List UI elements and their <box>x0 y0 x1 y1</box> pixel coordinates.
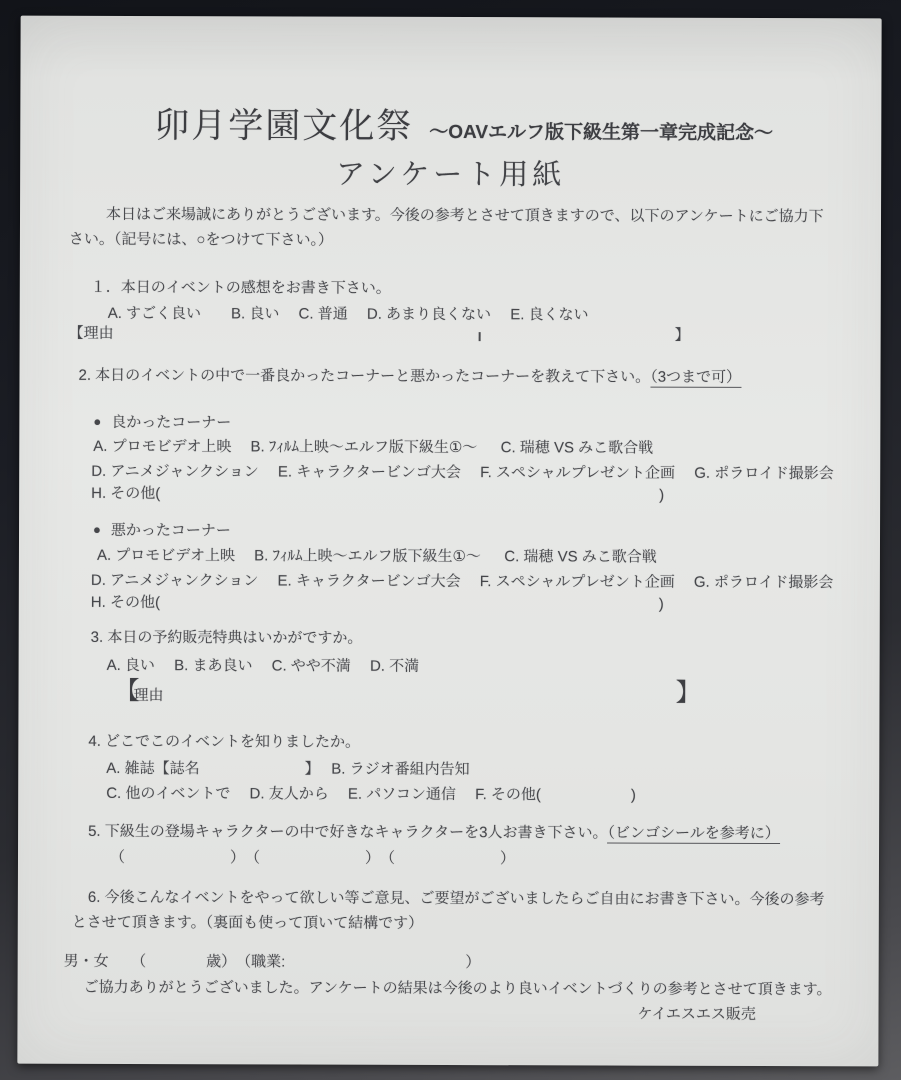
q2-good-other-close: ) <box>659 486 665 504</box>
publisher-name: ケイエスエス販売 <box>637 1005 756 1023</box>
q2-bad-header-row <box>93 521 231 541</box>
q2-good-other-row <box>19 484 880 504</box>
bullet-icon: ● <box>93 521 101 537</box>
q3-reason-label: 理由 <box>133 687 164 705</box>
q3-options: A. 良い B. まあ良い C. やや不満 D. 不満 <box>106 656 420 675</box>
q2-good-options-row1: A. プロモビデオ上映 B. ﾌｨﾙﾑ上映～エルフ版下級生①～ C. 瑞穂 VS みこ歌合戦 <box>93 437 654 457</box>
intro-line-1: 本日はご来場誠にありがとうございます。今後の参考とさせて頂きますので、以下のアンケートにご協力下 <box>105 205 824 226</box>
q2-good-options-row2: D. アニメジャンクション E. キャラクタービンゴ大会 F. スペシャルプレゼント企画 G. ポラロイド撮影会 <box>91 462 834 483</box>
questionnaire-paper <box>17 16 881 1067</box>
demographics-row: 男・女 （ 歳） （職業: ） <box>63 952 481 972</box>
q1-label: １．本日のイベントの感想をお書き下さい。 <box>90 278 391 297</box>
q3-label: 3. 本日の予約販売特典はいかがですか。 <box>90 628 363 647</box>
q5-label-row <box>88 822 780 844</box>
q2-bad-other-row <box>19 593 880 613</box>
stray-mark-icon <box>479 332 481 341</box>
q2-good-other-open: H. その他( <box>91 484 161 503</box>
event-title-row <box>154 106 774 146</box>
q2-bad-header: 悪かったコーナー <box>110 521 231 540</box>
q4-label: 4. どこでこのイベントを知りましたか。 <box>88 732 361 751</box>
q1-options: A. すごく良い B. 良い C. 普通 D. あまり良くない E. 良くない <box>107 304 589 324</box>
q6-label-line1: 6. 今後こんなイベントをやって欲しい等ご意見、ご要望がございましたらご自由にお書き下さい。今後の参考 <box>87 888 825 909</box>
q3-reason-close-bracket: 】 <box>675 678 701 707</box>
q4-row2: C. 他のイベントで D. 友人から E. パソコン通信 F. その他( ) <box>106 784 636 804</box>
q2-good-header-row <box>93 413 231 433</box>
form-title: アンケート用紙 <box>335 158 566 192</box>
q1-reason-open-bracket: 【理由 <box>68 324 114 342</box>
q5-answer-blanks: （ ） （ ） （ ） <box>109 848 516 868</box>
q1-reason-close-bracket: 】 <box>674 326 690 344</box>
q2-bad-options-row1: A. プロモビデオ上映 B. ﾌｨﾙﾑ上映～エルフ版下級生①～ C. 瑞穂 VS みこ歌合戦 <box>96 546 657 566</box>
q3-reason-open-bracket: 【 <box>114 676 140 706</box>
event-title: 卯月学園文化祭 <box>154 106 414 146</box>
q2-note-underlined: （3つまで可） <box>650 368 742 386</box>
thanks-line: ご協力ありがとうございました。アンケートの結果は今後のより良いイベントづくりの参考とさせて頂きます。 <box>83 978 832 999</box>
q2-bad-other-open: H. その他( <box>90 593 161 612</box>
q2-bad-other-close: ) <box>658 595 664 613</box>
q4-row1: A. 雑誌【誌名 】 B. ラジオ番組内告知 <box>106 759 470 779</box>
q5-note-underlined: （ビンゴシールを参考に） <box>607 824 780 843</box>
q2-good-header: 良かったコーナー <box>111 413 232 432</box>
intro-line-2: さい。（記号には、○をつけて下さい。） <box>68 230 334 249</box>
q6-label-line2: とさせて頂きます。（裏面も使って頂いて結構です） <box>71 913 424 932</box>
q3-reason-row <box>18 676 879 709</box>
bullet-icon: ● <box>93 413 102 429</box>
q5-label: 5. 下級生の登場キャラクターの中で好きなキャラクターを3人お書き下さい。 <box>88 822 608 842</box>
q2-label-row <box>78 366 741 388</box>
event-subtitle: ～OAVエルフ版下級生第一章完成記念～ <box>429 121 774 145</box>
q2-label: 2. 本日のイベントの中で一番良かったコーナーと悪かったコーナーを教えて下さい。 <box>78 366 651 386</box>
q2-bad-options-row2: D. アニメジャンクション E. キャラクタービンゴ大会 F. スペシャルプレゼント企画 G. ポラロイド撮影会 <box>90 571 834 592</box>
